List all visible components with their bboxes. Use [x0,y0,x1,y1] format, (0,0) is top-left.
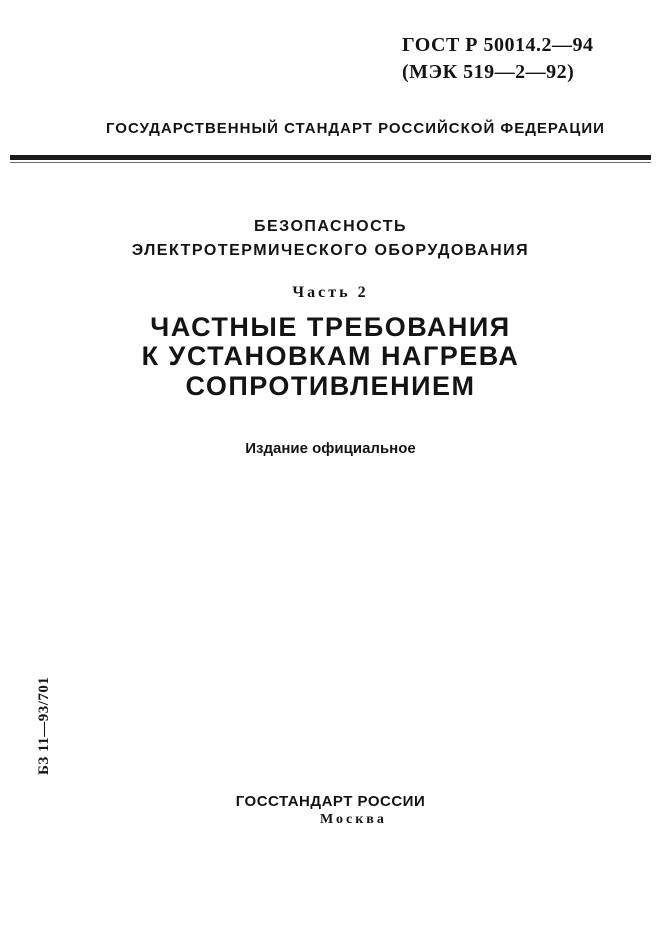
side-code: БЗ 11—93/701 [36,676,52,775]
state-standard-title: ГОСУДАРСТВЕННЫЙ СТАНДАРТ РОССИЙСКОЙ ФЕДЕРАЦИИ [106,120,605,137]
subject-line-2: ЭЛЕКТРОТЕРМИЧЕСКОГО ОБОРУДОВАНИЯ [131,242,530,259]
part-label: Часть 2 [292,284,369,301]
city: Москва [320,812,387,827]
edition-label: Издание официальное [245,440,416,457]
heading-line-3: СОПРОТИВЛЕНИЕМ [185,371,476,401]
iec-number: (МЭК 519—2—92) [402,61,575,83]
publisher: ГОССТАНДАРТ РОССИИ [235,793,426,810]
heading-line-1: ЧАСТНЫЕ ТРЕБОВАНИЯ [150,312,511,342]
heading-line-2: К УСТАНОВКАМ НАГРЕВА [141,341,520,371]
header-divider [10,155,651,160]
subject-line-1: БЕЗОПАСНОСТЬ [253,218,408,235]
header-divider-thin [10,162,651,163]
standard-number: ГОСТ Р 50014.2—94 [402,34,594,56]
